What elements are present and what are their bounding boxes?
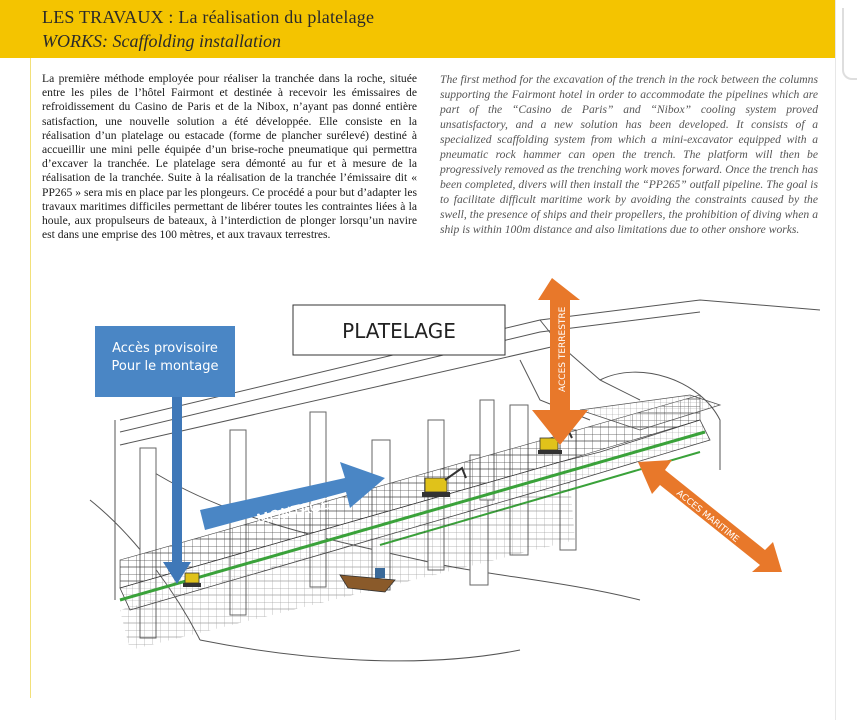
montage-label: MONTAGE xyxy=(254,494,333,529)
temporary-access-line2: Pour le montage xyxy=(111,359,219,374)
temporary-access-label xyxy=(95,326,235,397)
sea-access-label: ACCES MARITIME xyxy=(674,488,741,545)
land-access-label: ACCES TERRESTRE xyxy=(558,306,568,392)
temporary-access-line1: Accès provisoire xyxy=(112,341,218,356)
diagram-title-box xyxy=(293,305,505,355)
title-english: WORKS: Scaffolding installation xyxy=(42,31,281,51)
body-text-english: The first method for the excavation of the trench in the rock between the columns supporting the Fairmont hotel in order to accommodate the pipelines which are part of the “Casino de Paris” and “Nibox” cooling system proved unsatisfactory, and a new solution has been developed. It consists of a specialized scaffolding system from which a mini-excavator equipped with a pneumatic rock hammer can open the trench. The platform will then be progressively removed as the trenching work moves forward. Once the trench has been completed, divers will then install the “PP265” outfall pipeline. The goal is to facilitate difficult maritime work by avoiding the constraints caused by the swell, the presence of ships and their propellers, the prohibition of diving when a ship is within 100m distance and also limitations due to other onshore works. xyxy=(440,73,818,236)
body-text-french: La première méthode employée pour réaliser la tranchée dans la roche, située entre les piles de l’hôtel Fairmont et destinée à recevoir les émissaires de refroidissement du Casino de Paris et de la Nibox, n’ayant pas donné entière satisfaction, une nouvelle solution a été développée. Elle consiste en la réalisation d’un platelage ou estacade (forme de plancher surélevé) destiné à accueillir une mini pelle équipée d’un brise-roche pneumatique qui permettra d’excaver la tranchée. Le platelage sera démonté au fur et à mesure de la réalisation de la tranchée. Suite à la réalisation de la tranchée l’émissaire dit « PP265 » sera mis en place par les plongeurs. Ce procédé a pour but d’adapter les travaux maritimes difficiles permettant de libérer toutes les contraintes liées à la houle, aux propulseurs de bateaux, à l’interdiction de plonger lorsqu’un navire est dans une emprise des 100 mètres, et aux travaux terrestres. xyxy=(42,72,417,242)
sea-access-arrow xyxy=(638,460,782,572)
excavator-icon xyxy=(183,573,201,587)
diagram-title: PLATELAGE xyxy=(342,319,456,343)
title-french: LES TRAVAUX : La réalisation du platelage xyxy=(42,7,375,27)
